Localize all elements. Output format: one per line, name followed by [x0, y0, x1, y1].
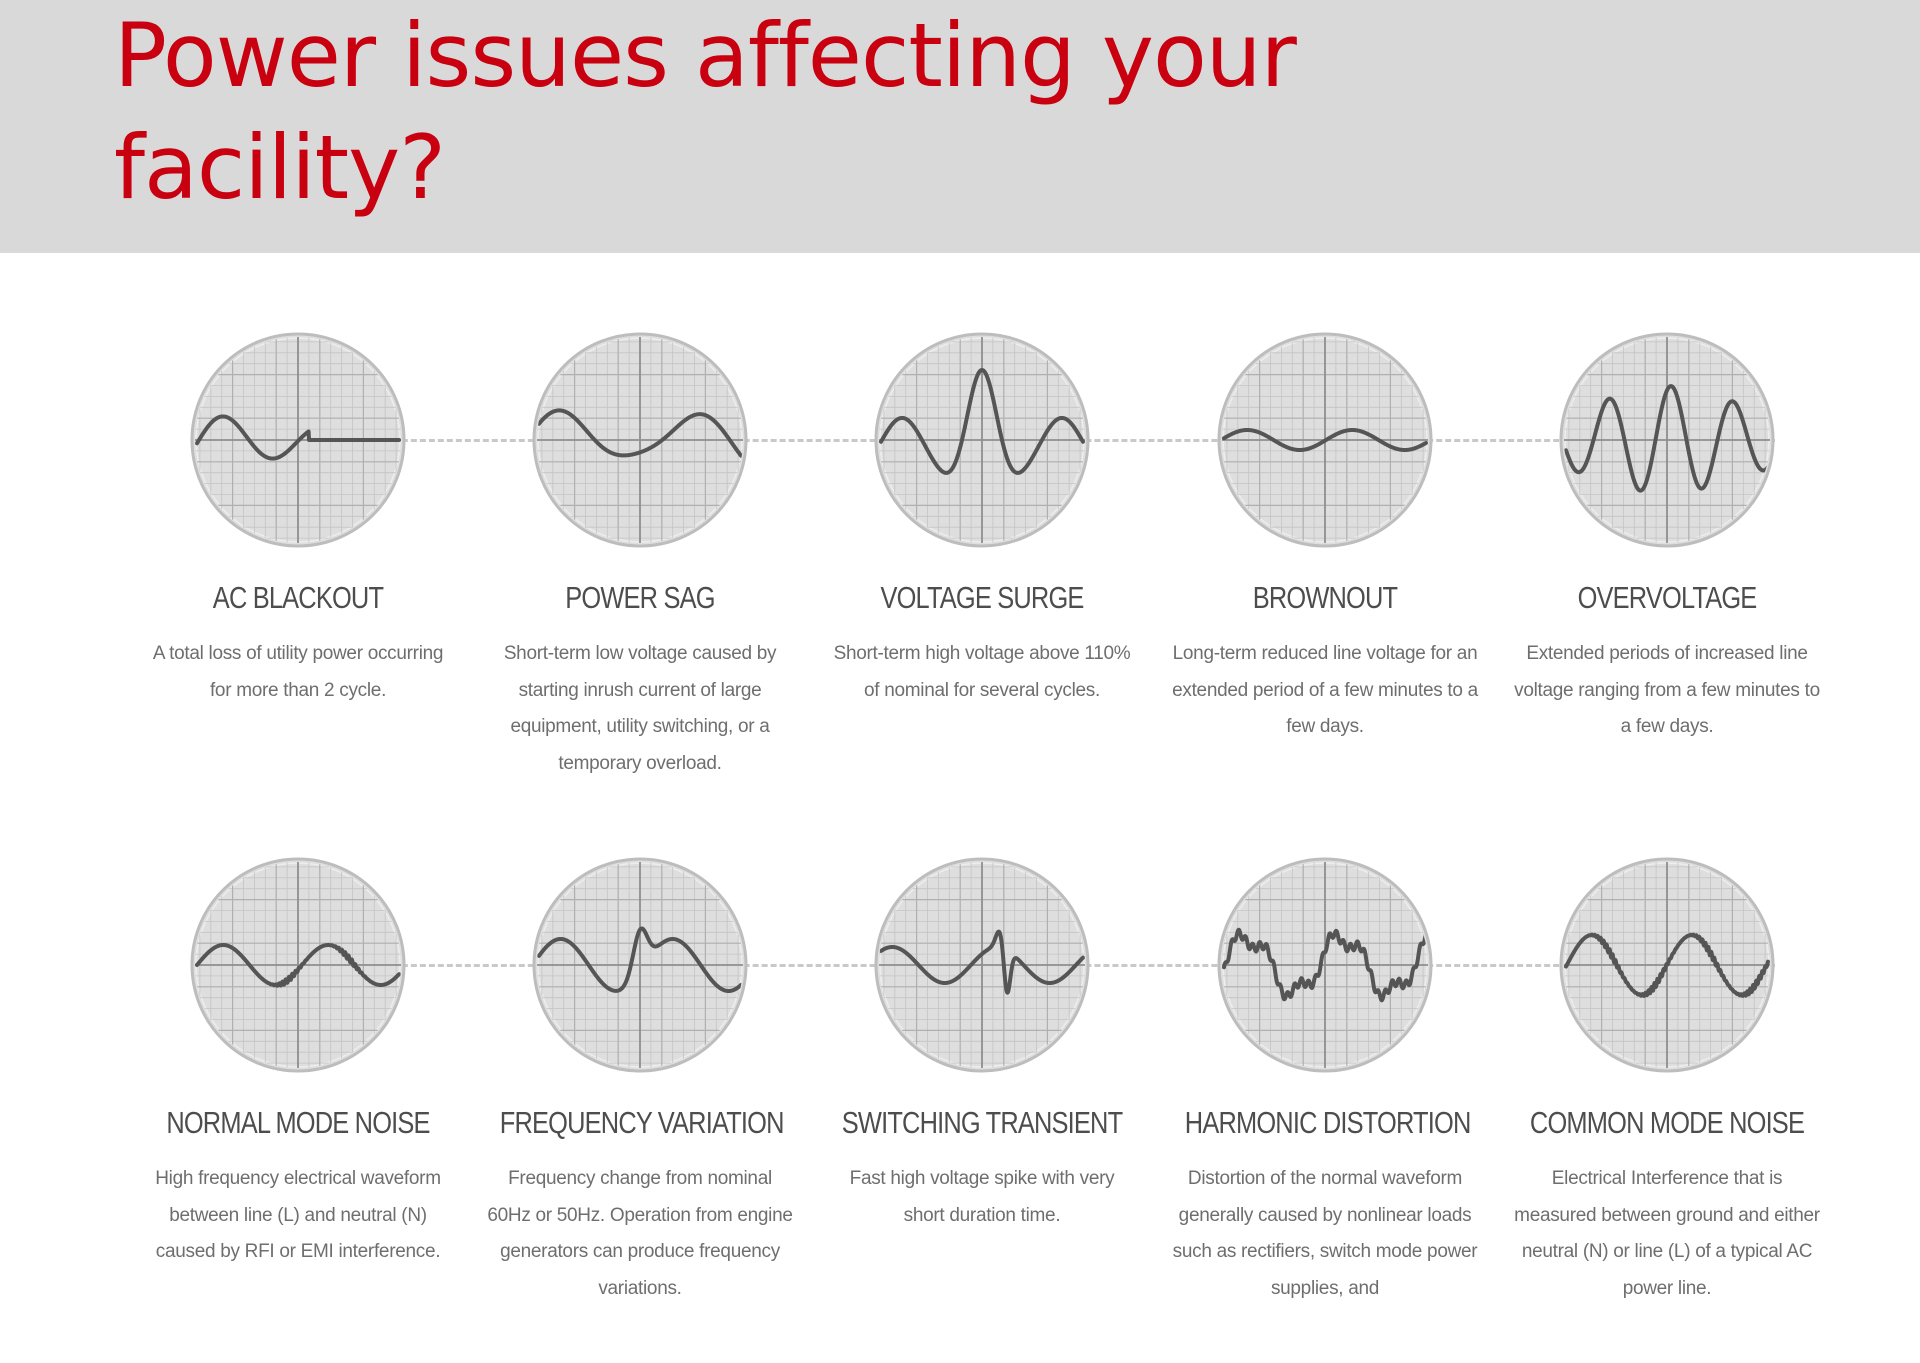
scope-icon-power-sag — [531, 331, 749, 549]
scope-icon-common-mode-noise — [1558, 856, 1776, 1074]
card-desc-frequency-variation: Frequency change from nominal 60Hz or 50Hz. Operation from engine generators can produce frequency variations. — [487, 1168, 793, 1299]
card-title-overvoltage: OVERVOLTAGE — [1577, 580, 1757, 615]
oscilloscope-graphic — [531, 331, 749, 549]
card-desc-switching-transient: Fast high voltage spike with very short duration time. — [849, 1168, 1115, 1226]
oscilloscope-graphic — [873, 331, 1091, 549]
card-title-switching-transient: SWITCHING TRANSIENT — [841, 1105, 1123, 1140]
hero-banner — [0, 0, 1920, 253]
oscilloscope-graphic — [1216, 856, 1434, 1074]
page-title: Power issues affecting your facility? — [114, 4, 1296, 219]
scope-icon-switching-transient — [873, 856, 1091, 1074]
oscilloscope-graphic — [189, 856, 407, 1074]
oscilloscope-graphic — [1558, 331, 1776, 549]
card-desc-harmonic-distortion: Distortion of the normal waveform generally caused by nonlinear loads such as rectifiers, switch mode power supplies, and — [1172, 1168, 1478, 1299]
card-desc-brownout: Long-term reduced line voltage for an extended period of a few minutes to a few days. — [1172, 643, 1478, 737]
card-desc-common-mode-noise: Electrical Interference that is measured between ground and either neutral (N) or line (L) of a typical AC power line. — [1514, 1168, 1820, 1299]
scope-icon-harmonic-distortion — [1216, 856, 1434, 1074]
scope-icon-overvoltage — [1558, 331, 1776, 549]
card-title-brownout: BROWNOUT — [1252, 580, 1398, 615]
card-title-power-sag: POWER SAG — [565, 580, 715, 615]
scope-icon-brownout — [1216, 331, 1434, 549]
scope-icon-frequency-variation — [531, 856, 749, 1074]
oscilloscope-graphic — [1558, 856, 1776, 1074]
card-title-voltage-surge: VOLTAGE SURGE — [880, 580, 1084, 615]
card-title-frequency-variation: FREQUENCY VARIATION — [499, 1105, 784, 1140]
scope-icon-ac-blackout — [189, 331, 407, 549]
card-title-ac-blackout: AC BLACKOUT — [212, 580, 384, 615]
scope-icon-voltage-surge — [873, 331, 1091, 549]
card-desc-overvoltage: Extended periods of increased line voltage ranging from a few minutes to a few days. — [1514, 643, 1820, 737]
oscilloscope-graphic — [531, 856, 749, 1074]
card-desc-normal-mode-noise: High frequency electrical waveform between line (L) and neutral (N) caused by RFI or EMI interference. — [155, 1168, 441, 1262]
oscilloscope-graphic — [1216, 331, 1434, 549]
oscilloscope-graphic — [189, 331, 407, 549]
card-desc-ac-blackout: A total loss of utility power occurring for more than 2 cycle. — [152, 643, 444, 701]
card-title-common-mode-noise: COMMON MODE NOISE — [1529, 1105, 1805, 1140]
oscilloscope-graphic — [873, 856, 1091, 1074]
card-title-normal-mode-noise: NORMAL MODE NOISE — [166, 1105, 430, 1140]
scope-icon-normal-mode-noise — [189, 856, 407, 1074]
card-title-harmonic-distortion: HARMONIC DISTORTION — [1184, 1105, 1471, 1140]
card-desc-power-sag: Short-term low voltage caused by starting inrush current of large equipment, utility switching, or a temporary overload. — [503, 643, 777, 774]
card-desc-voltage-surge: Short-term high voltage above 110% of nominal for several cycles. — [833, 643, 1131, 701]
